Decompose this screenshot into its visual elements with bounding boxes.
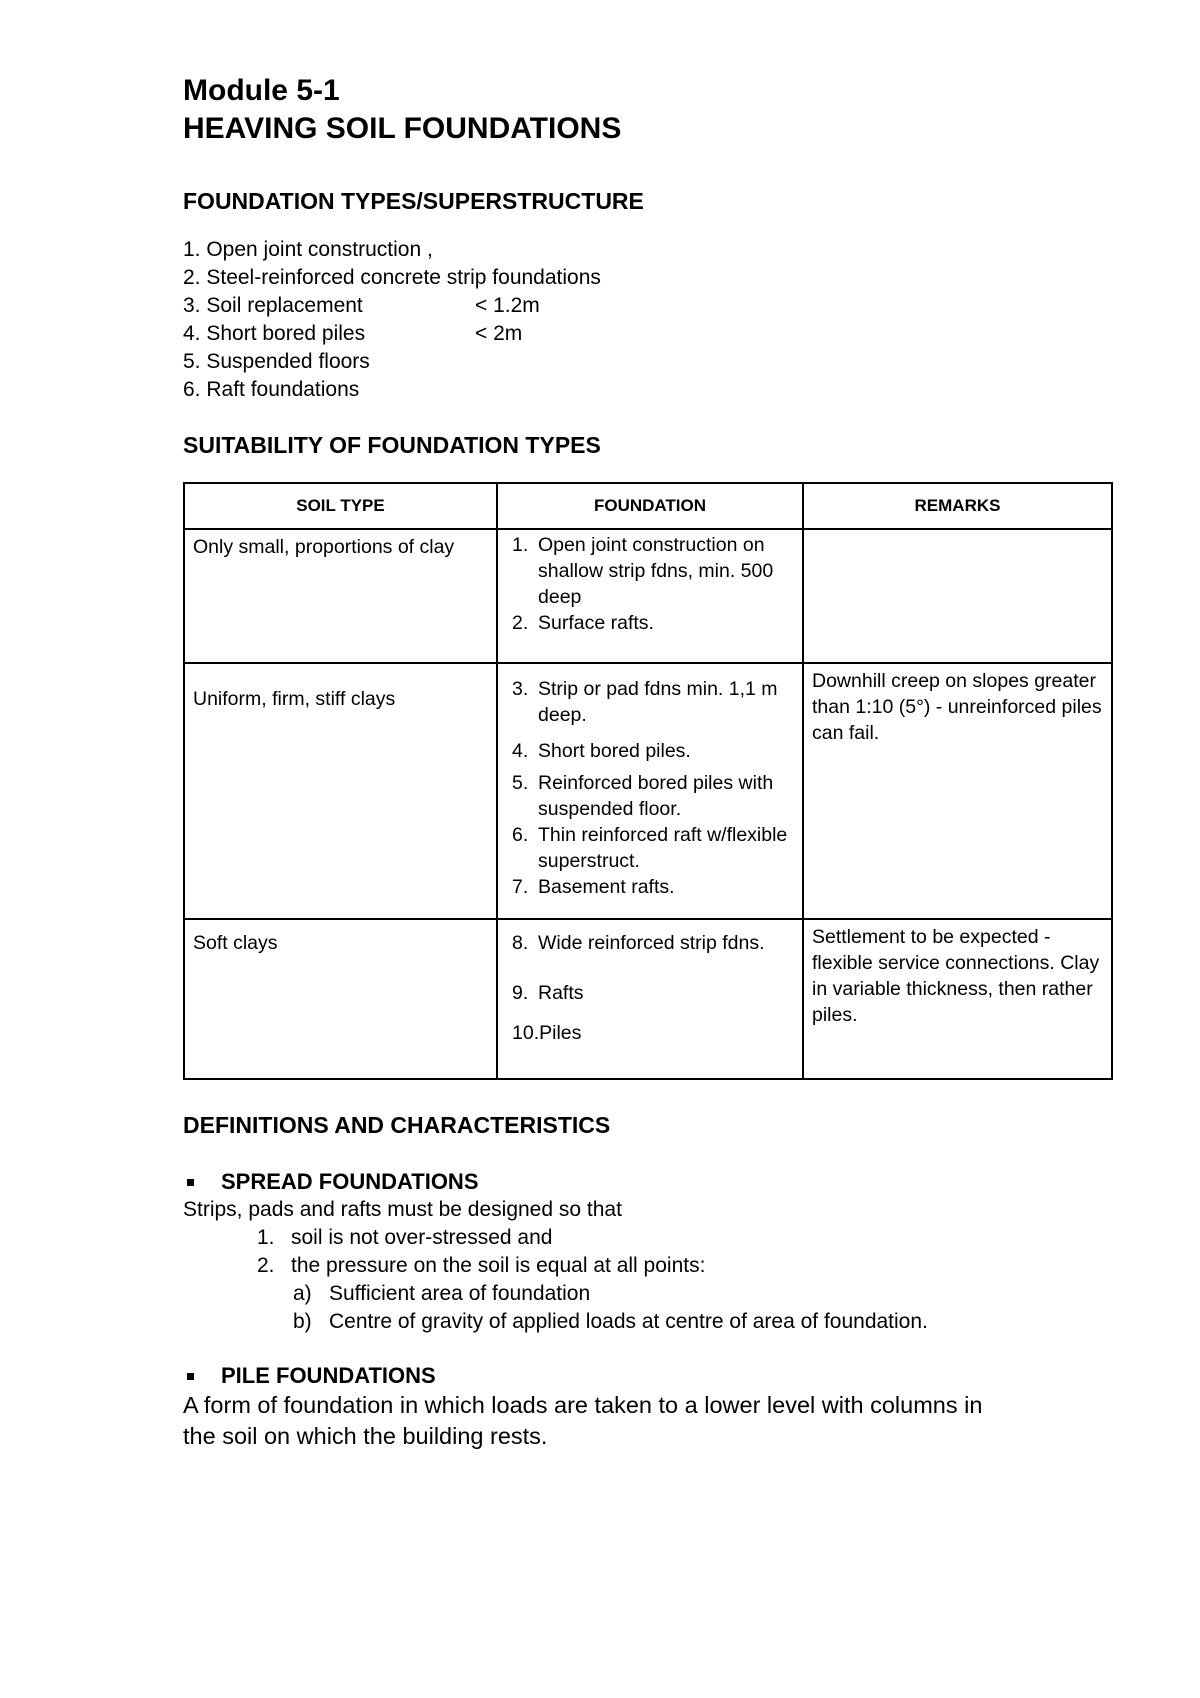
column-header-foundation: FOUNDATION [497, 483, 803, 529]
list-item: 2. Steel-reinforced concrete strip foundations [183, 266, 601, 289]
table-row [184, 663, 1112, 919]
remarks-cell [803, 529, 1112, 663]
module-label: Module 5-1 [183, 74, 340, 107]
list-item: 3. Strip or pad fdns min. 1,1 m deep. [512, 678, 778, 726]
table-row [184, 529, 1112, 663]
spread-conditions-list [183, 1224, 1113, 1280]
suitability-table [183, 482, 1113, 1080]
soil-type-cell: Uniform, firm, stiff clays [184, 663, 497, 919]
list-item: 7. Basement rafts. [512, 876, 675, 898]
list-item: 10. Piles [512, 1022, 582, 1044]
bullet-square-icon [187, 1179, 194, 1186]
list-item: 8. Wide reinforced strip fdns. [512, 932, 765, 954]
spread-intro: Strips, pads and rafts must be designed so that [183, 1198, 622, 1221]
soil-type-cell: Only small, proportions of clay [184, 529, 497, 663]
spread-foundations-heading: SPREAD FOUNDATIONS [183, 1168, 1113, 1196]
pile-definition: A form of foundation in which loads are taken to a lower level with columns in the soil on which the building rests. [183, 1392, 983, 1449]
table-header-row [184, 483, 1112, 529]
foundation-types-heading: FOUNDATION TYPES/SUPERSTRUCTURE [183, 188, 644, 214]
foundation-types-list [183, 236, 1113, 404]
definitions-heading: DEFINITIONS AND CHARACTERISTICS [183, 1112, 611, 1138]
list-item: 1. soil is not over-stressed and [257, 1226, 553, 1249]
list-item: 5. Reinforced bored piles with suspended floor. [512, 772, 774, 820]
foundation-cell [497, 529, 803, 663]
column-header-remarks: REMARKS [803, 483, 1112, 529]
list-item: 5. Suspended floors [183, 350, 370, 373]
list-item: 2. the pressure on the soil is equal at all points: [257, 1254, 706, 1277]
list-item: 1. Open joint construction on shallow strip fdns, min. 500 deep [512, 534, 774, 608]
list-item: 6. Raft foundations [183, 378, 360, 401]
column-header-soil-type: SOIL TYPE [184, 483, 497, 529]
remarks-cell: Downhill creep on slopes greater than 1:10 (5°) - unreinforced piles can fail. [803, 663, 1112, 919]
document-page [183, 72, 1113, 1452]
table-row [184, 919, 1112, 1079]
depth-value: < 2m [475, 322, 523, 345]
remarks-cell: Settlement to be expected - flexible service connections. Clay in variable thickness, then rather piles. [803, 919, 1112, 1079]
spread-subconditions-list [183, 1280, 1113, 1336]
pile-foundations-heading: PILE FOUNDATIONS [183, 1362, 1113, 1390]
list-item: a) Sufficient area of foundation [293, 1282, 591, 1305]
list-item: b) Centre of gravity of applied loads at centre of area of foundation. [293, 1310, 928, 1333]
list-item: 4. Short bored piles. [512, 740, 691, 762]
list-item: 3. Soil replacement < 1.2m [183, 292, 1113, 320]
suitability-heading: SUITABILITY OF FOUNDATION TYPES [183, 432, 601, 458]
list-item: 4. Short bored piles < 2m [183, 320, 1113, 348]
list-item: 9. Rafts [512, 982, 584, 1004]
bullet-square-icon [187, 1373, 194, 1380]
foundation-cell [497, 663, 803, 919]
list-item: 2. Surface rafts. [512, 612, 654, 634]
foundation-cell [497, 919, 803, 1079]
list-item: 6. Thin reinforced raft w/flexible superstruct. [512, 824, 788, 872]
depth-value: < 1.2m [475, 294, 540, 317]
list-item: 1. Open joint construction , [183, 238, 433, 261]
soil-type-cell: Soft clays [184, 919, 497, 1079]
document-title: HEAVING SOIL FOUNDATIONS [183, 112, 622, 145]
